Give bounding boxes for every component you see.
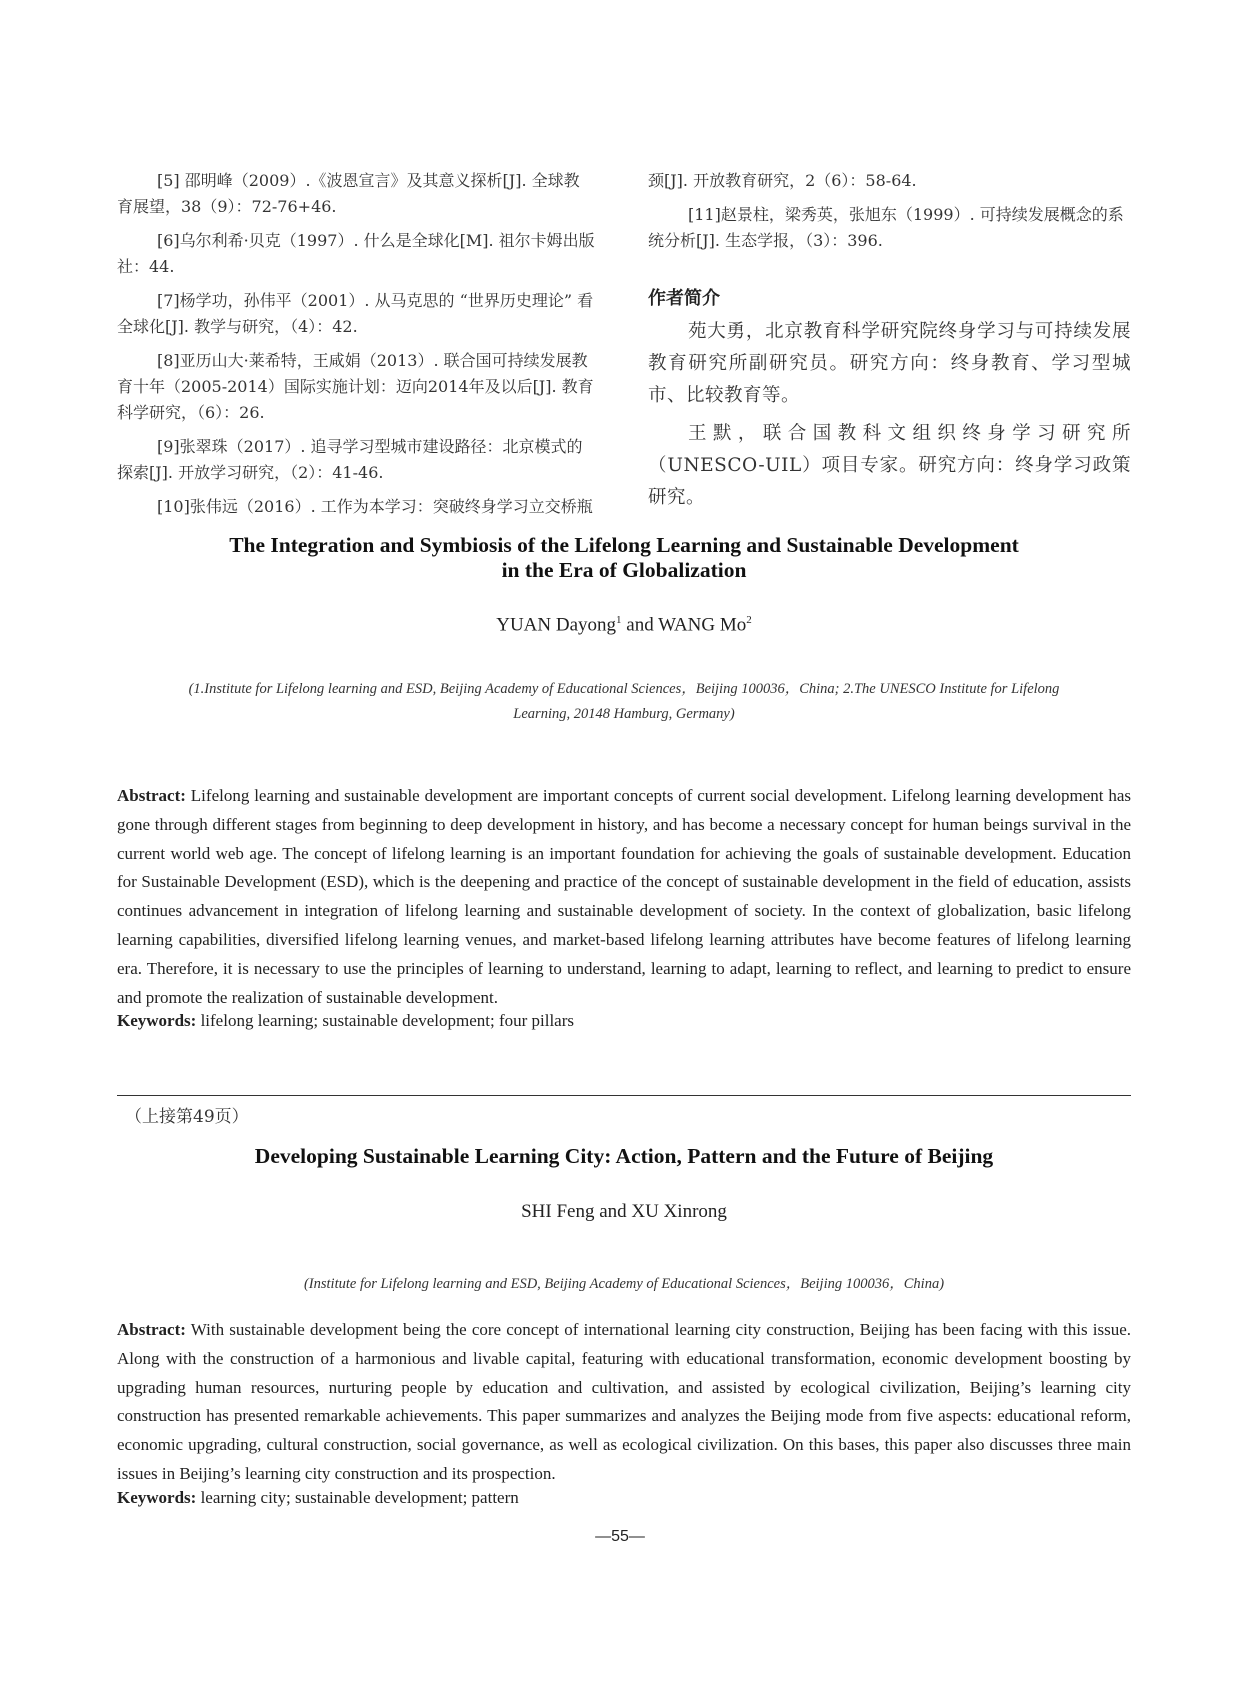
reference-11: [11]赵景柱，梁秀英，张旭东（1999）. 可持续发展概念的系 统分析[J]. 生态学报，（3）：396. [648,205,1124,250]
article1-authors: YUAN Dayong$^1$ and WANG Mo$^2$ [496,614,752,636]
article1-affiliation: (1.Institute for Lifelong learning and ESD, Beijing Academy of Educational Sciences，Beijing 100036，China; 2.The UNESCO Institute for Lifelong Learning, 20148 Hamburg, Germany) [188,681,1060,722]
reference-10: [10]张伟远（2016）. 工作为本学习：突破终身学习立交桥瓶 [157,497,593,516]
reference-7: [7]杨学功，孙伟平（2001）. 从马克思的 “世界历史理论” 看 全球化[J]. 教学与研究，（4）：42. [117,291,594,336]
article1-abstract: Abstract: Lifelong learning and sustainable development are important concepts of current social development. Lifelong learning development has gone through different stages from beginning to deep development in history, and has become a necessary concept for human beings survival in the current world web age. The concept of lifelong learning is an important foundation for achieving the goals of sustainable development. Education for Sustainable Development (ESD), which is the deepening and practice of the concept of sustainable development in the field of education, assists continues advancement in integration of lifelong learning and sustainable development of society. In the context of globalization, basic lifelong learning capabilities, diversified lifelong learning venues, and market-based lifelong learning attributes have become features of lifelong learning era. Therefore, it is necessary to use the principles of learning to understand, learning to adapt, learning to reflect, and learning to predict to ensure and promote the realization of sustainable development. [117,786,1131,1007]
article1-keywords: Keywords: lifelong learning; sustainable development; four pillars [117,1011,575,1030]
article2-title: Developing Sustainable Learning City: Action, Pattern and the Future of Beijing [254,1144,994,1168]
article1-title: The Integration and Symbiosis of the Lifelong Learning and Sustainable Development in the Era of Globalization [229,533,1019,582]
article2-keywords: Keywords: learning city; sustainable development; pattern [117,1488,519,1507]
reference-10-continued: 颈[J]. 开放教育研究，2（6）：58-64. [648,171,917,190]
reference-9: [9]张翠珠（2017）. 追寻学习型城市建设路径：北京模式的 探索[J]. 开放学习研究，（2）：41-46. [117,437,583,482]
references-right-column [648,168,1131,520]
author-bio-wang: 王默，联合国教科文组织终身学习研究所（UNESCO-UIL）项目专家。研究方向：终身学习政策研究。 [648,423,1131,508]
abstract-label: Abstract: [117,786,186,805]
article2-affiliation: (Institute for Lifelong learning and ESD, Beijing Academy of Educational Sciences，Beijing 100036，China) [303,1276,945,1292]
keywords-label: Keywords: [117,1011,197,1030]
keywords-label: Keywords: [117,1488,197,1507]
section-divider [117,1095,1131,1096]
reference-8: [8]亚历山大·莱希特，王咸娟（2013）. 联合国可持续发展教 育十年（2005-2014）国际实施计划：迈向2014年及以后[J]. 教育 科学研究，（6）：26. [117,351,594,422]
article2-authors: SHI Feng and XU Xinrong [521,1201,727,1222]
author-bio-yuan: 苑大勇，北京教育科学研究院终身学习与可持续发展教育研究所副研究员。研究方向：终身教育、学习型城市、比较教育等。 [648,321,1131,406]
author-bio-heading: 作者简介 [648,288,720,309]
reference-5: [5] 邵明峰（2009）.《波恩宣言》及其意义探析[J]. 全球教 育展望，38（9）：72-76+46. [117,171,580,216]
abstract-label: Abstract: [117,1320,186,1339]
continued-from-note: （上接第49页） [125,1107,249,1127]
page-number: —55— [595,1528,645,1545]
article2-abstract: Abstract: With sustainable development being the core concept of international learning city construction, Beijing has been facing with this issue. Along with the construction of a harmonious and livable capital, featuring with educational transformation, economic development boosting by upgrading human resources, nurturing people by education and cultivation, and assisted by ecological civilization, Beijing’s learning city construction has presented remarkable achievements. This paper summarizes and analyzes the Beijing mode from five aspects: educational reform, economic upgrading, cultural construction, social governance, as well as ecological civilization. On this bases, this paper also discusses three main issues in Beijing’s learning city construction and its prospection. [117,1320,1132,1483]
reference-6: [6]乌尔利希·贝克（1997）. 什么是全球化[M]. 祖尔卡姆出版 社：44. [117,231,595,276]
references-left-column [117,168,602,528]
